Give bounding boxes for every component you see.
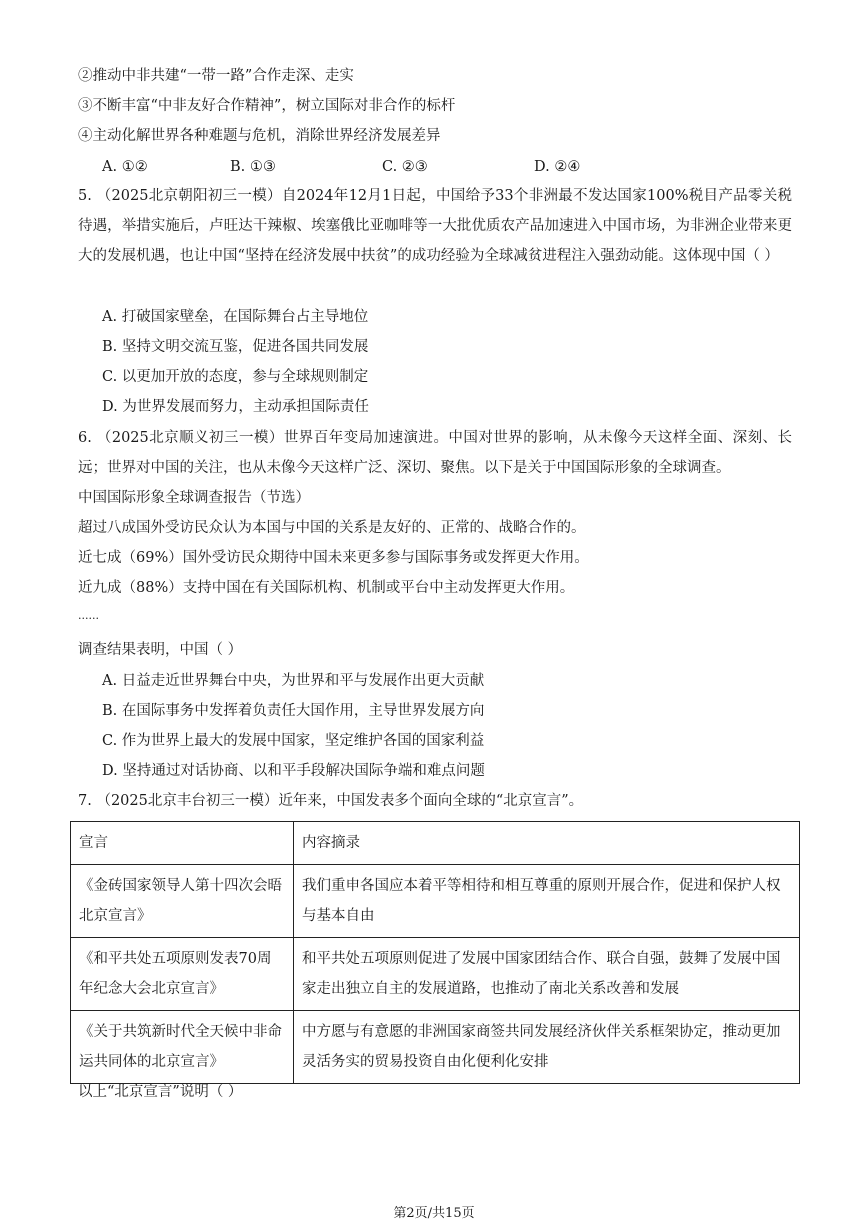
- table-row: [71, 938, 800, 1011]
- q4-option-c[interactable]: C. ②③: [382, 159, 428, 175]
- q6-stem: 6. （2025北京顺义初三一模）世界百年变局加速演进。中国对世界的影响，从未像今天这样全面、深刻、长远；世界对中国的关注，也从未像今天这样广泛、深切、聚焦。以下是关于中国国际形象的全球调查。: [78, 430, 792, 476]
- q6-report-line-1: 超过八成国外受访民众认为本国与中国的关系是友好的、正常的、战略合作的。: [78, 520, 586, 536]
- q5-option-c[interactable]: C. 以更加开放的态度，参与全球规则制定: [102, 369, 369, 385]
- q5-option-d[interactable]: D. 为世界发展而努力，主动承担国际责任: [102, 399, 369, 415]
- q6-option-c[interactable]: C. 作为世界上最大的发展中国家，坚定维护各国的国家利益: [102, 733, 485, 749]
- q5-stem: 5. （2025北京朝阳初三一模）自2024年12月1日起，中国给予33个非洲最不发达国家100%税目产品零关税待遇，举措实施后，卢旺达干辣椒、埃塞俄比亚咖啡等一大批优质农产品加速进入中国市场，为非洲企业带来更大的发展机遇，也让中国“坚持在经济发展中扶贫”的成功经验为全球减贫进程注入强劲动能。这体现中国（ ）: [78, 188, 792, 264]
- table-cell-declaration: 《关于共筑新时代全天候中非命运共同体的北京宣言》: [71, 1011, 294, 1084]
- q6-option-a[interactable]: A. 日益走近世界舞台中央，为世界和平与发展作出更大贡献: [102, 673, 485, 689]
- table-row: [71, 865, 800, 938]
- table-cell-excerpt: 我们重申各国应本着平等相待和相互尊重的原则开展合作，促进和保护人权与基本自由: [294, 865, 800, 938]
- table-header-row: [71, 822, 800, 865]
- q4-item-2: ②推动中非共建“一带一路”合作走深、走实: [78, 68, 354, 84]
- q4-item-4: ④主动化解世界各种难题与危机，消除世界经济发展差异: [78, 128, 441, 144]
- q6-report-line-2: 近七成（69%）国外受访民众期待中国未来更多参与国际事务或发挥更大作用。: [78, 550, 589, 566]
- q4-option-d[interactable]: D. ②④: [534, 159, 581, 175]
- q4-option-a[interactable]: A. ①②: [102, 159, 148, 175]
- q7-stem: 7. （2025北京丰台初三一模）近年来，中国发表多个面向全球的“北京宣言”。: [78, 793, 584, 809]
- q6-option-b[interactable]: B. 在国际事务中发挥着负责任大国作用，主导世界发展方向: [102, 703, 485, 719]
- declarations-table: [70, 821, 800, 1084]
- q4-option-b[interactable]: B. ①③: [230, 159, 276, 175]
- q5-option-b[interactable]: B. 坚持文明交流互鉴，促进各国共同发展: [102, 339, 369, 355]
- q4-item-3: ③不断丰富“中非友好合作精神”，树立国际对非合作的标杆: [78, 98, 456, 114]
- page-footer: 第2页/共15页: [393, 1206, 475, 1221]
- table-cell-excerpt: 中方愿与有意愿的非洲国家商签共同发展经济伙伴关系框架协定，推动更加灵活务实的贸易投资自由化便利化安排: [294, 1011, 800, 1084]
- q6-report-line-3: 近九成（88%）支持中国在有关国际机构、机制或平台中主动发挥更大作用。: [78, 580, 575, 596]
- table-row: [71, 1011, 800, 1084]
- q6-report-ellipsis: ......: [78, 609, 99, 622]
- table-cell-excerpt: 和平共处五项原则促进了发展中国家团结合作、联合自强，鼓舞了发展中国家走出独立自主的发展道路，也推动了南北关系改善和发展: [294, 938, 800, 1011]
- q7-question: 以上“北京宣言”说明（ ）: [78, 1084, 243, 1100]
- table-cell-declaration: 《和平共处五项原则发表70周年纪念大会北京宣言》: [71, 938, 294, 1011]
- q6-report-title: 中国国际形象全球调查报告（节选）: [78, 490, 310, 506]
- table-header-excerpt: 内容摘录: [294, 822, 800, 865]
- q6-question: 调查结果表明，中国（ ）: [78, 642, 243, 658]
- q5-option-a[interactable]: A. 打破国家壁垒，在国际舞台占主导地位: [102, 309, 369, 325]
- q6-option-d[interactable]: D. 坚持通过对话协商、以和平手段解决国际争端和难点问题: [102, 763, 485, 779]
- table-cell-declaration: 《金砖国家领导人第十四次会晤北京宣言》: [71, 865, 294, 938]
- table-header-declaration: 宣言: [71, 822, 294, 865]
